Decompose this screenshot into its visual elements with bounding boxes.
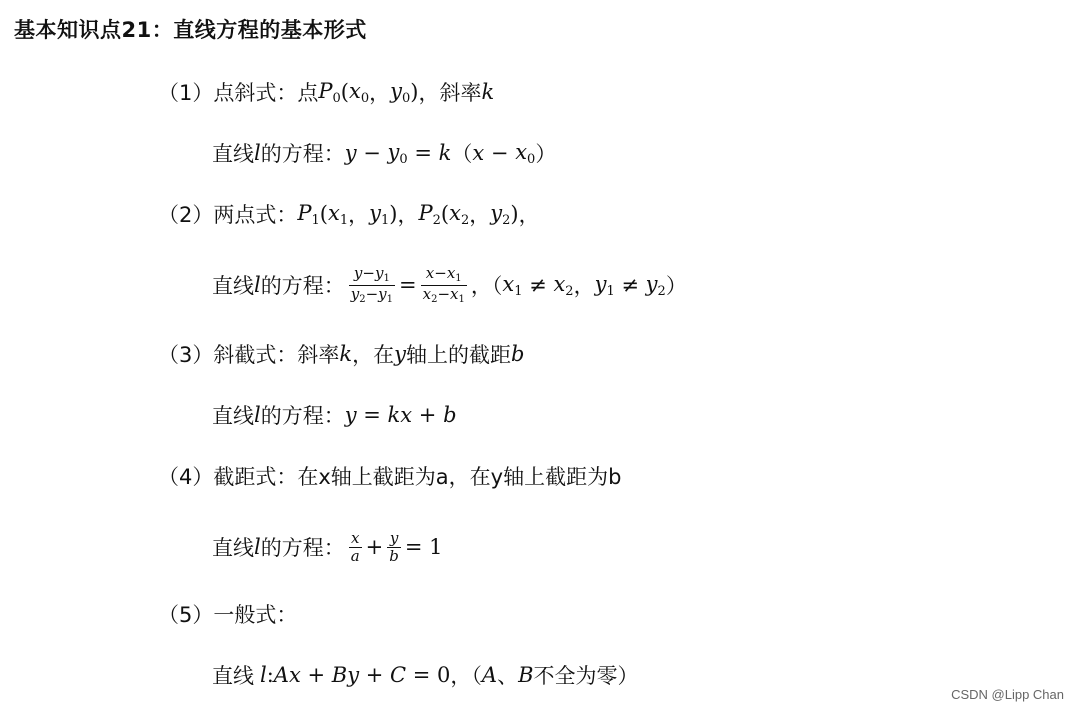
page-title: 基本知识点21：直线方程的基本形式 — [14, 18, 367, 42]
fraction-x-a: $\frac{x}{a}$ — [350, 528, 360, 565]
item-1-point-slope: （1）点斜式： 点 $P_0$ ( $x_0$ ， $y_0$ ) ，斜率 k — [158, 78, 495, 106]
item-1-eq-label: 的方程： — [260, 142, 345, 166]
item-3-slope-intercept: （3）斜截式： 斜率 k ，在 y 轴上的截距 b — [158, 342, 525, 367]
item-1-equation: 直线 l 的方程： y − $y_0$ = k （ x − $x_0$ ） — [212, 139, 557, 167]
item-2-label: （2）两点式： — [158, 203, 298, 227]
item-2-two-point: （2）两点式： $P_1$ ( $x_1$ ， $y_1$ ) ， $P_2$ ( $x_2$ ， $y_2$ ) ， — [158, 200, 540, 228]
item-1-point: $P_0$ — [318, 78, 341, 106]
item-3-equation: 直线 l 的方程： y = kx + b — [212, 403, 457, 428]
item-1-eq-prefix: 直线 — [212, 142, 254, 166]
item-5-equation: 直线 l : Ax + By + C = 0 ，（ A 、 B 不全为零） — [212, 663, 639, 688]
watermark: CSDN @Lipp Chan — [951, 687, 1064, 702]
item-1-slope: k — [481, 80, 495, 104]
item-4-equation: 直线 l 的方程： $\frac{x}{a}$ + $\frac{y}{b}$ = 1 — [212, 528, 443, 565]
item-2-equation: 直线 l 的方程： $\frac{y-y_1}{y_2-y_1}$ = $\frac{x-x_1}{x_2-x_1}$ ，（ $x_1$ ≠ $x_2$ ， $y_1$ ≠ $y_2$ ） — [212, 263, 687, 305]
item-5-general: （5）一般式： — [158, 603, 298, 627]
fraction-x: $\frac{x-x_1}{x_2-x_1}$ — [422, 263, 465, 305]
fraction-y-b: $\frac{y}{b}$ — [389, 528, 399, 565]
item-1-label: （1）点斜式： — [158, 81, 298, 105]
item-1-desc-pre: 点 — [297, 81, 319, 105]
item-1-formula: y — [344, 141, 357, 165]
item-1-desc-post: ，斜率 — [418, 81, 482, 105]
item-4-intercept: （4）截距式： 在x轴上截距为a，在y轴上截距为b — [158, 465, 622, 489]
fraction-y: $\frac{y-y_1}{y_2-y_1}$ — [350, 263, 393, 305]
